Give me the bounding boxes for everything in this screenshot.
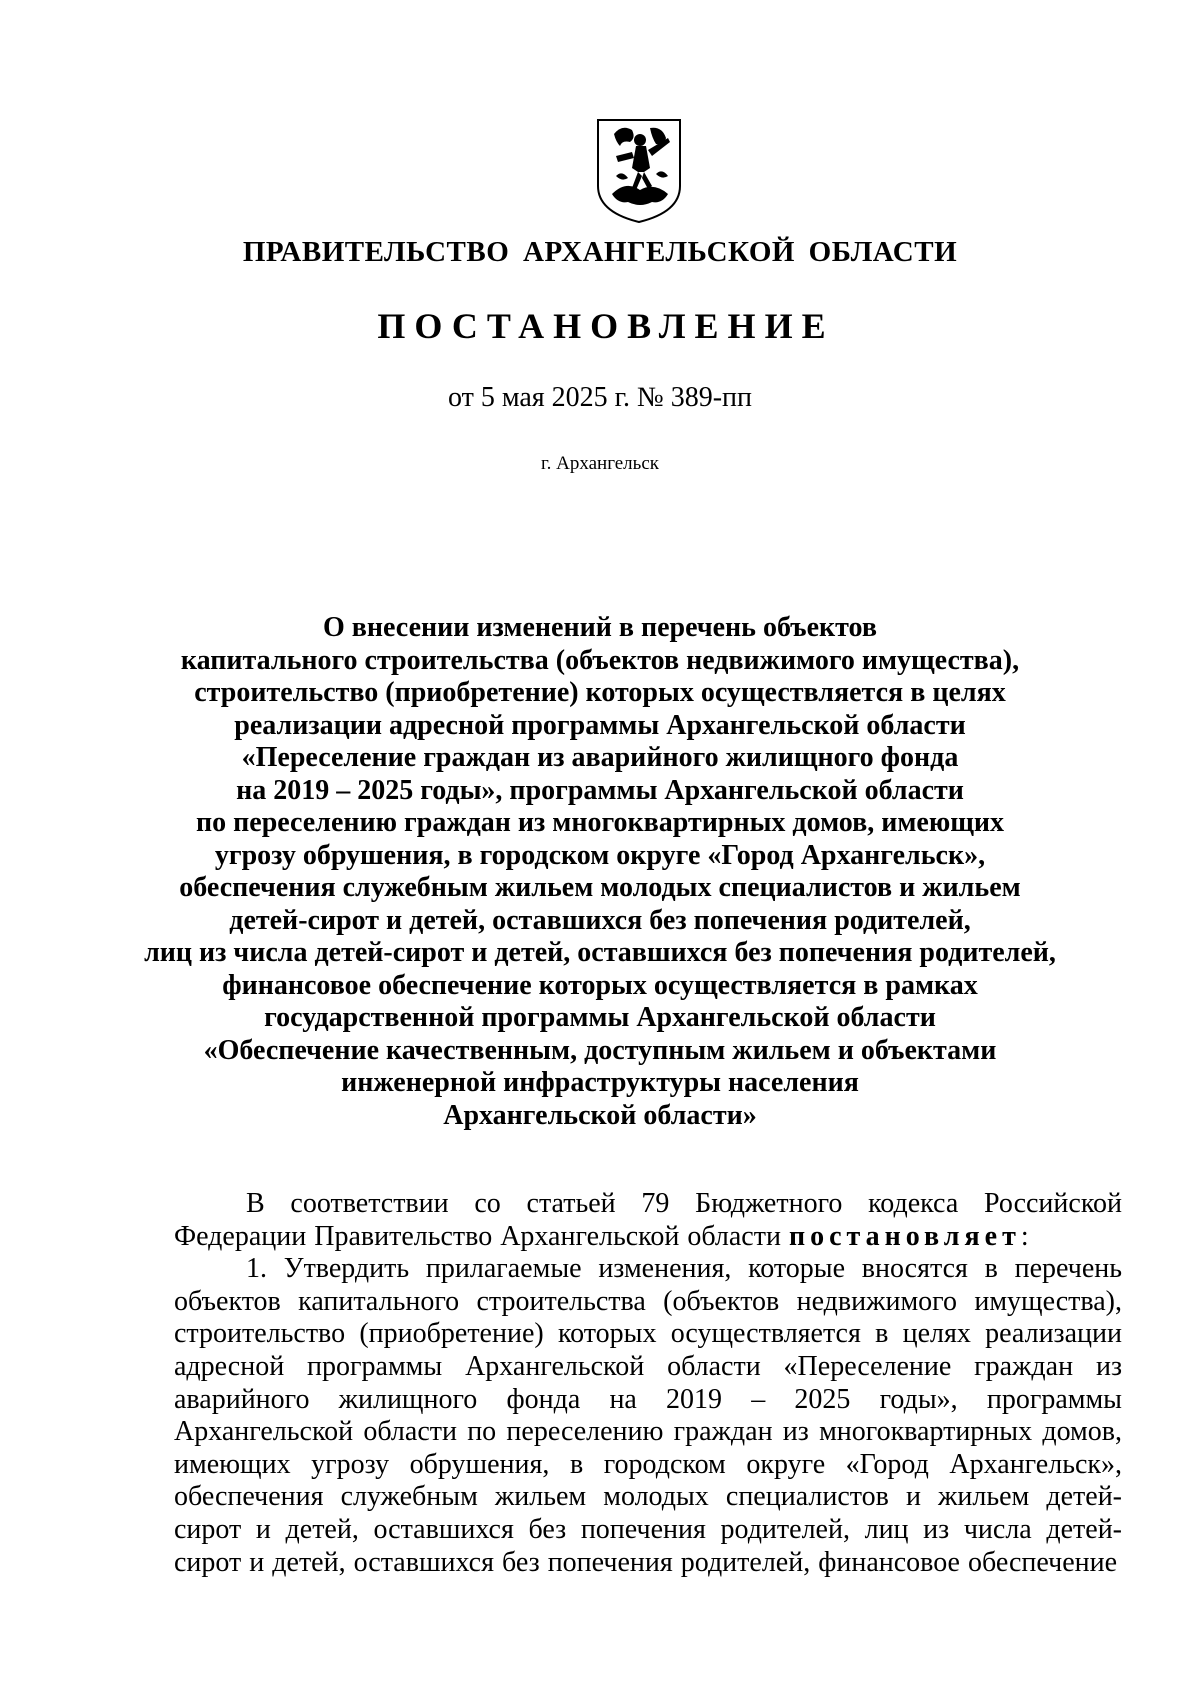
preamble-colon: : <box>1020 1220 1029 1252</box>
preamble-text: В соответствии со статьей 79 Бюджетного кодекса Российской Федерации Правительство Архангельской области <box>174 1188 1122 1252</box>
document-city: г. Архангельск <box>540 453 659 474</box>
document-date-number: от 5 мая 2025 г. № 389-пп <box>447 382 753 413</box>
preamble-paragraph <box>174 1188 1122 1253</box>
title-line: по переселению граждан из многоквартирных домов, имеющих <box>196 807 1004 838</box>
title-line: «Обеспечение качественным, доступным жильем и объектами <box>203 1034 997 1066</box>
government-name: ПРАВИТЕЛЬСТВО АРХАНГЕЛЬСКОЙ ОБЛАСТИ <box>242 236 958 268</box>
title-line: О внесении изменений в перечень объектов <box>323 612 877 643</box>
title-line: обеспечения служебным жильем молодых специалистов и жильем <box>179 872 1021 903</box>
title-line: лиц из числа детей-сирот и детей, оставшихся без попечения родителей, <box>144 937 1056 968</box>
clause-1-paragraph: 1. Утвердить прилагаемые изменения, которые вносятся в перечень объектов капитального строительства (объектов недвижимого имущества), строительство (приобретение) которых осуществляется в целях реализации адресной программы Архангельской области «Переселение граждан из аварийного жилищного фонда на 2019 – 2025 годы», программы Архангельской области по переселению граждан из многоквартирных домов, имеющих угрозу обрушения, в городском округе «Город Архангельск», обеспечения служебным жильем молодых специалистов и жильем детей-сирот и детей, оставшихся без попечения родителей, лиц из числа детей-сирот и детей, оставшихся без попечения родителей, финансовое обеспечение <box>174 1253 1122 1578</box>
title-line: «Переселение граждан из аварийного жилищного фонда <box>241 742 959 773</box>
title-line: детей-сирот и детей, оставшихся без попечения родителей, <box>229 904 971 936</box>
title-line: государственной программы Архангельской области <box>264 1002 936 1033</box>
document-body <box>174 1188 1122 1579</box>
title-line: капитального строительства (объектов недвижимого имущества), <box>180 644 1020 676</box>
title-line: на 2019 – 2025 годы», программы Архангельской области <box>236 774 964 806</box>
title-line: инженерной инфраструктуры населения <box>341 1067 859 1098</box>
document-type: ПОСТАНОВЛЕНИЕ <box>377 306 835 346</box>
title-line: финансовое обеспечение которых осуществляется в рамках <box>222 969 978 1001</box>
title-line: строительство (приобретение) которых осуществляется в целях <box>194 677 1006 708</box>
document-title <box>0 612 1200 1132</box>
resolves-word: постановляет <box>788 1220 1021 1252</box>
title-line: угрозу обрушения, в городском округе «Город Архангельск», <box>214 839 986 871</box>
title-line: реализации адресной программы Архангельской области <box>234 709 966 741</box>
title-line: Архангельской области» <box>443 1099 757 1131</box>
coat-of-arms-emblem <box>592 116 686 224</box>
